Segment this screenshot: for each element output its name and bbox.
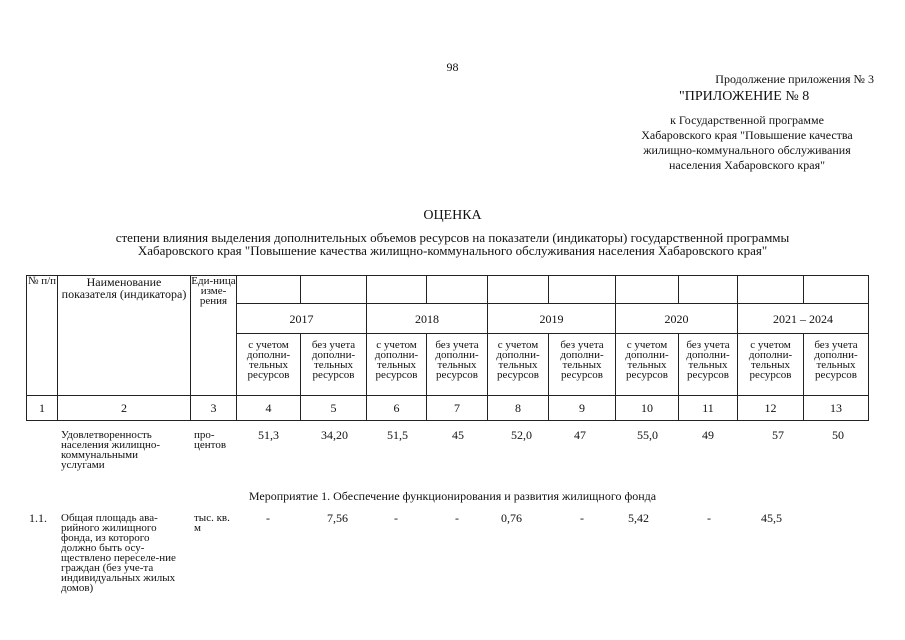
column-number: 13	[804, 396, 869, 421]
value-cell: -	[266, 511, 270, 525]
header-without-resources: без учета дополни-тельных ресурсов	[679, 334, 738, 396]
value-cell: 50	[832, 428, 844, 442]
column-number: 5	[301, 396, 367, 421]
value-cell: 51,3	[258, 428, 279, 442]
value-cell: 47	[574, 428, 586, 442]
header-with-resources: с учетом дополни-тельных ресурсов	[488, 334, 549, 396]
reference-line: населения Хабаровского края"	[669, 158, 825, 172]
indicator-name: Общая площадь ава-рийного жилищного фонда, из которого должно быть осу-ществлено переселе-ние граждан (без уче-та индивидуальных жилых домов)	[61, 512, 176, 594]
column-number: 6	[367, 396, 427, 421]
header-without-resources: без учета дополни-тельных ресурсов	[804, 334, 869, 396]
page-number: 98	[446, 60, 459, 74]
value-cell: 34,20	[321, 428, 348, 442]
header-year: 2021 – 2024	[738, 304, 869, 334]
header-year: 2019	[488, 304, 616, 334]
header-unit: Еди-ница изме-рения	[191, 276, 237, 396]
value-cell: 45,5	[761, 511, 782, 525]
header-with-resources: с учетом дополни-тельных ресурсов	[738, 334, 804, 396]
value-cell: -	[394, 511, 398, 525]
header-year: 2020	[616, 304, 738, 334]
header-with-resources: с учетом дополни-тельных ресурсов	[616, 334, 679, 396]
column-number: 1	[27, 396, 58, 421]
column-number: 11	[679, 396, 738, 421]
header-year: 2017	[237, 304, 367, 334]
value-cell: 45	[452, 428, 464, 442]
indicator-unit: тыс. кв. м	[194, 512, 230, 534]
appendix-title: "ПРИЛОЖЕНИЕ № 8	[679, 89, 810, 104]
reference-line: Хабаровского края "Повышение качества	[641, 128, 853, 142]
header-without-resources: без учета дополни-тельных ресурсов	[427, 334, 488, 396]
header-without-resources: без учета дополни-тельных ресурсов	[549, 334, 616, 396]
column-number: 8	[488, 396, 549, 421]
value-cell: -	[707, 511, 711, 525]
value-cell: -	[580, 511, 584, 525]
value-cell: -	[455, 511, 459, 525]
indicator-unit: про-центов	[194, 429, 227, 451]
header-year: 2018	[367, 304, 488, 334]
header-indicator-name: Наименование показателя (индикатора)	[58, 276, 191, 396]
value-cell: 55,0	[637, 428, 658, 442]
continuation-note: Продолжение приложения № 3	[715, 72, 874, 86]
row-number: 1.1.	[29, 511, 47, 525]
header-with-resources: с учетом дополни-тельных ресурсов	[367, 334, 427, 396]
value-cell: 51,5	[387, 428, 408, 442]
value-cell: 57	[772, 428, 784, 442]
document-subtitle-line: степени влияния выделения дополнительных объемов ресурсов на показатели (индикаторы) государственной программы	[115, 230, 790, 245]
document-subtitle-line: Хабаровского края "Повышение качества жилищно-коммунального обслуживания населения Хабаровского края"	[137, 243, 768, 258]
column-number: 9	[549, 396, 616, 421]
document-title: ОЦЕНКА	[423, 208, 482, 223]
value-cell: 0,76	[501, 511, 522, 525]
reference-line: жилищно-коммунального обслуживания	[643, 143, 851, 157]
column-number: 3	[191, 396, 237, 421]
reference-line: к Государственной программе	[670, 113, 824, 127]
column-number: 10	[616, 396, 679, 421]
value-cell: 7,56	[327, 511, 348, 525]
indicator-table-header	[26, 275, 869, 421]
value-cell: 52,0	[511, 428, 532, 442]
header-with-resources: с учетом дополни-тельных ресурсов	[237, 334, 301, 396]
indicator-name: Удовлетворенность населения жилищно-коммунальными услугами	[61, 429, 161, 471]
header-without-resources: без учета дополни-тельных ресурсов	[301, 334, 367, 396]
measure-heading: Мероприятие 1. Обеспечение функционирования и развития жилищного фонда	[248, 489, 657, 503]
column-number: 7	[427, 396, 488, 421]
column-number: 2	[58, 396, 191, 421]
value-cell: 5,42	[628, 511, 649, 525]
header-number: № п/п	[27, 276, 58, 396]
column-number: 12	[738, 396, 804, 421]
column-number: 4	[237, 396, 301, 421]
value-cell: 49	[702, 428, 714, 442]
